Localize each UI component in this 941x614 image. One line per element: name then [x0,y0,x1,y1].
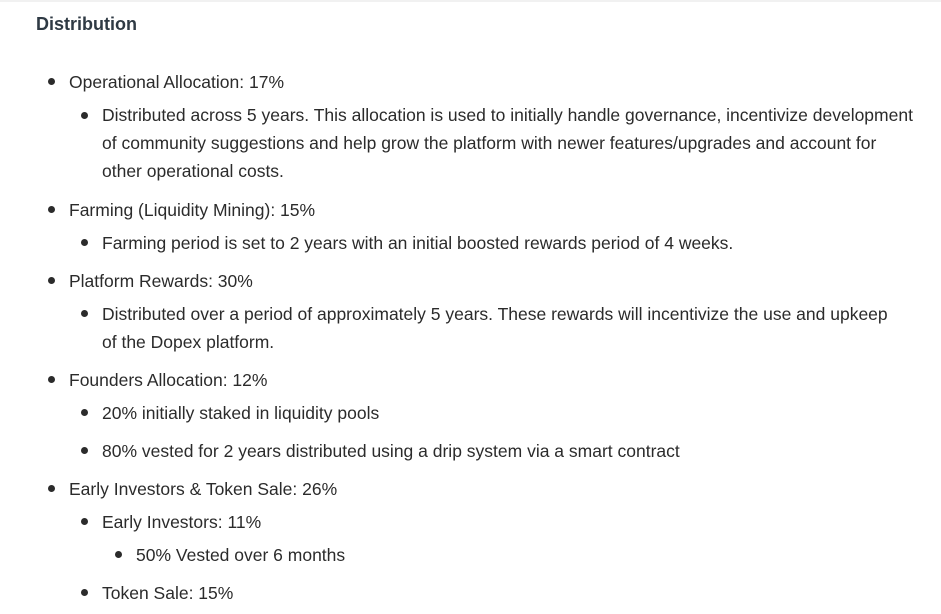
list-item-text: Early Investors: 11% [102,512,262,532]
bullet-icon [81,409,88,416]
list-item-label: Operational Allocation: 17% [69,72,284,92]
list-item-text: Token Sale: 15% [102,583,234,603]
list-item-token-sale [102,579,233,607]
list-item-farming-detail [102,229,733,257]
bullet-icon [81,589,88,596]
list-item-founders-vested [102,437,680,465]
bullet-icon [81,447,88,454]
list-item-farming [69,196,315,224]
list-item-early-investors [102,508,261,536]
bullet-icon [48,277,55,284]
bullet-icon [81,239,88,246]
list-item-founders-staked [102,399,379,427]
list-item-text: Farming period is set to 2 years with an initial boosted rewards period of 4 weeks. [102,233,734,253]
bullet-icon [81,112,88,119]
list-item-early-investors-token-sale [69,475,337,503]
list-item-operational [69,68,284,96]
list-item-founders [69,366,267,394]
top-divider [0,0,941,2]
section-heading: Distribution [36,14,137,34]
list-item-label: Farming (Liquidity Mining): 15% [69,200,316,220]
list-item-label: Early Investors & Token Sale: 26% [69,479,338,499]
list-item-text: 80% vested for 2 years distributed using a drip system via a smart contract [102,441,680,461]
bullet-icon [81,518,88,525]
list-item-text: 50% Vested over 6 months [136,545,346,565]
bullet-icon [48,206,55,213]
list-item-early-investors-vesting [136,541,345,569]
bullet-icon [48,376,55,383]
bullet-icon [81,310,88,317]
list-item-platform-rewards-detail [102,300,892,356]
list-item-text: 20% initially staked in liquidity pools [102,403,380,423]
bullet-icon [115,551,122,558]
list-item-operational-detail [102,101,914,185]
list-item-platform-rewards [69,267,253,295]
list-item-label: Founders Allocation: 12% [69,370,268,390]
list-item-text: Distributed over a period of approximately 5 years. These rewards will incentivize the use and upkeep of the Dopex platform. [102,304,888,352]
list-item-text: Distributed across 5 years. This allocation is used to initially handle governance, incentivize development of community suggestions and help grow the platform with newer features/upgrades and account for other operational costs. [102,105,913,181]
bullet-icon [48,485,55,492]
list-item-label: Platform Rewards: 30% [69,271,253,291]
bullet-icon [48,78,55,85]
